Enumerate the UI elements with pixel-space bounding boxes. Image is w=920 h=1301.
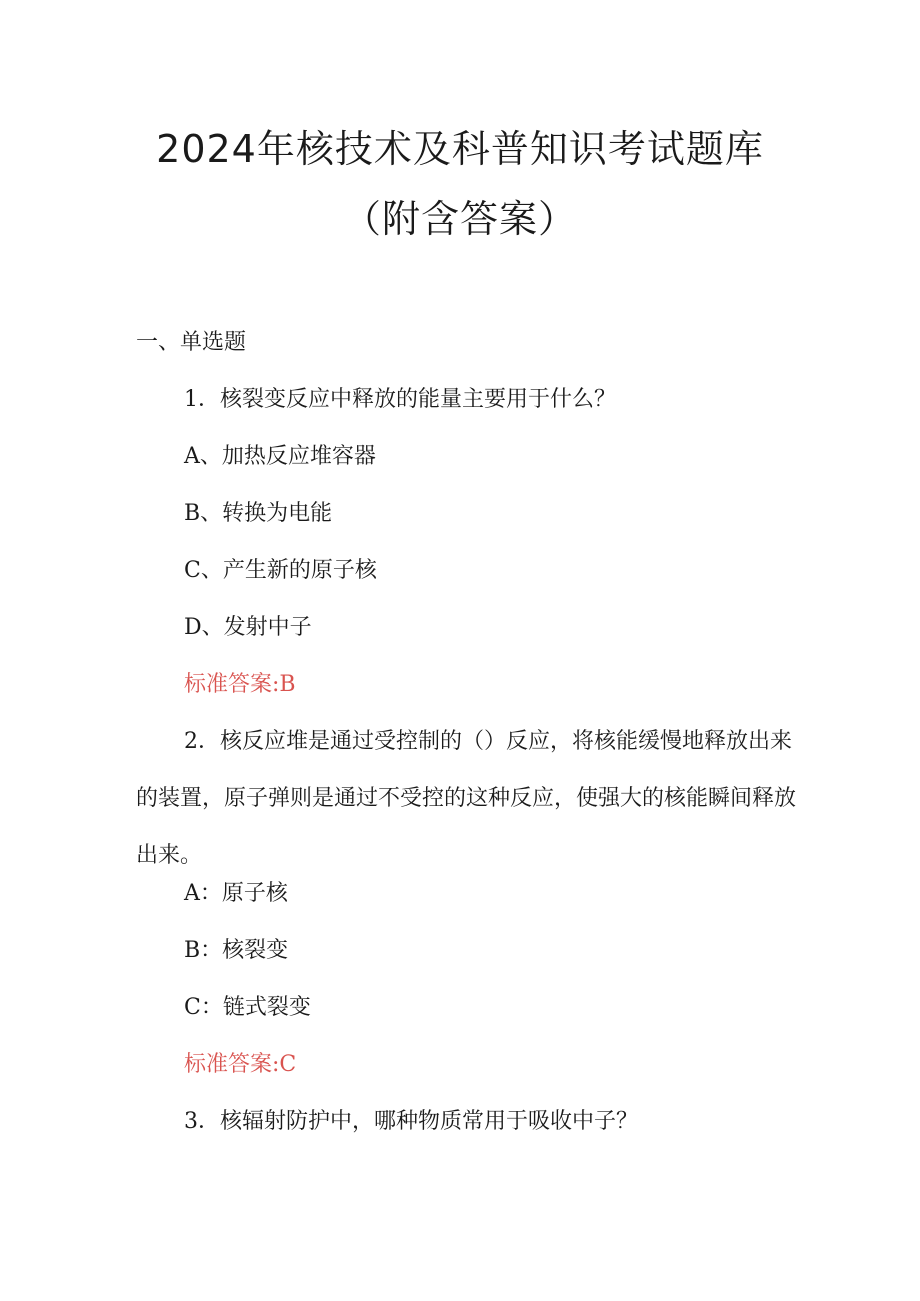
question-option: B：核裂变 — [184, 938, 289, 963]
answer-key: 标准答案:C — [184, 1052, 297, 1077]
question-option: D、发射中子 — [184, 615, 312, 640]
question-option: A：原子核 — [184, 881, 288, 906]
document-subtitle: （附含答案） — [342, 197, 577, 241]
question-stem: 1．核裂变反应中释放的能量主要用于什么？ — [184, 387, 616, 412]
document-title: 2024年核技术及科普知识考试题库 — [156, 127, 764, 171]
section-heading: 一、单选题 — [136, 330, 247, 355]
question-option: C、产生新的原子核 — [184, 558, 377, 583]
question-option: B、转换为电能 — [184, 501, 333, 526]
answer-key: 标准答案:B — [184, 672, 296, 697]
question-option: A、加热反应堆容器 — [184, 444, 376, 469]
question-stem: 3．核辐射防护中，哪种物质常用于吸收中子？ — [184, 1109, 638, 1134]
question-option: C：链式裂变 — [184, 995, 311, 1020]
question-stem: 2．核反应堆是通过受控制的（）反应，将核能缓慢地释放出来的装置，原子弹则是通过不受控的这种反应，使强大的核能瞬间释放出来。 — [136, 729, 797, 868]
